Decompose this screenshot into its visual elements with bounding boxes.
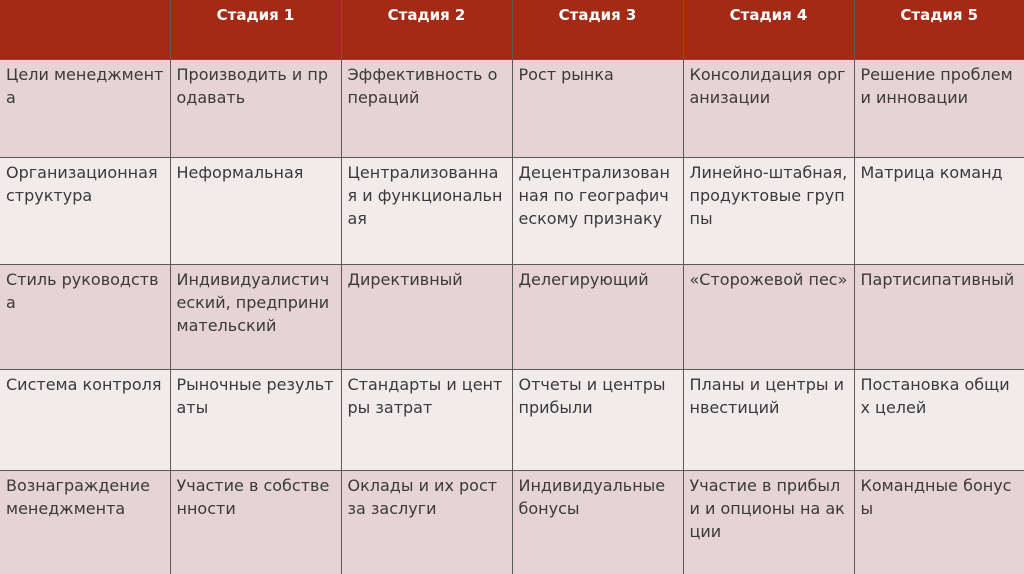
table-cell: «Сторожевой пес»: [683, 264, 854, 369]
row-label-cell: Цели менеджмента: [0, 59, 170, 157]
table-cell: Матрица команд: [854, 157, 1024, 264]
table-cell: Рыночные результаты: [170, 369, 341, 470]
table-cell: Индивидуальные бонусы: [512, 470, 683, 574]
table-cell: Производить и продавать: [170, 59, 341, 157]
table-cell: Постановка общих целей: [854, 369, 1024, 470]
table-cell: Партисипативный: [854, 264, 1024, 369]
table-cell: Участие в прибыли и опционы на акции: [683, 470, 854, 574]
table-cell: Директивный: [341, 264, 512, 369]
table-cell: Планы и центры инвестиций: [683, 369, 854, 470]
table-cell: Оклады и их рост за заслуги: [341, 470, 512, 574]
table-cell: Консолидация организации: [683, 59, 854, 157]
table-row: [0, 369, 1024, 470]
table-cell: Линейно-штабная, продуктовые группы: [683, 157, 854, 264]
table-cell: Индивидуалистический, предпринимательский: [170, 264, 341, 369]
header-stage-4: Стадия 4: [683, 0, 854, 59]
header-corner-cell: [0, 0, 170, 59]
table-cell: Децентрализованная по географическому признаку: [512, 157, 683, 264]
row-label-cell: Система контроля: [0, 369, 170, 470]
table-cell: Командные бонусы: [854, 470, 1024, 574]
table-cell: Отчеты и центры прибыли: [512, 369, 683, 470]
row-label-cell: Организационная структура: [0, 157, 170, 264]
header-stage-5: Стадия 5: [854, 0, 1024, 59]
table-cell: Рост рынка: [512, 59, 683, 157]
table-cell: Эффективность операций: [341, 59, 512, 157]
table-cell: Решение проблем и инновации: [854, 59, 1024, 157]
header-stage-3: Стадия 3: [512, 0, 683, 59]
header-stage-2: Стадия 2: [341, 0, 512, 59]
table-cell: Стандарты и центры затрат: [341, 369, 512, 470]
table-row: [0, 157, 1024, 264]
header-row: [0, 0, 1024, 59]
row-label-cell: Вознаграждение менеджмента: [0, 470, 170, 574]
table-row: [0, 470, 1024, 574]
header-stage-1: Стадия 1: [170, 0, 341, 59]
table-row: [0, 264, 1024, 369]
table-cell: Централизованная и функциональная: [341, 157, 512, 264]
table-cell: Неформальная: [170, 157, 341, 264]
table-row: [0, 59, 1024, 157]
row-label-cell: Стиль руководства: [0, 264, 170, 369]
table-cell: Делегирующий: [512, 264, 683, 369]
table-cell: Участие в собственности: [170, 470, 341, 574]
